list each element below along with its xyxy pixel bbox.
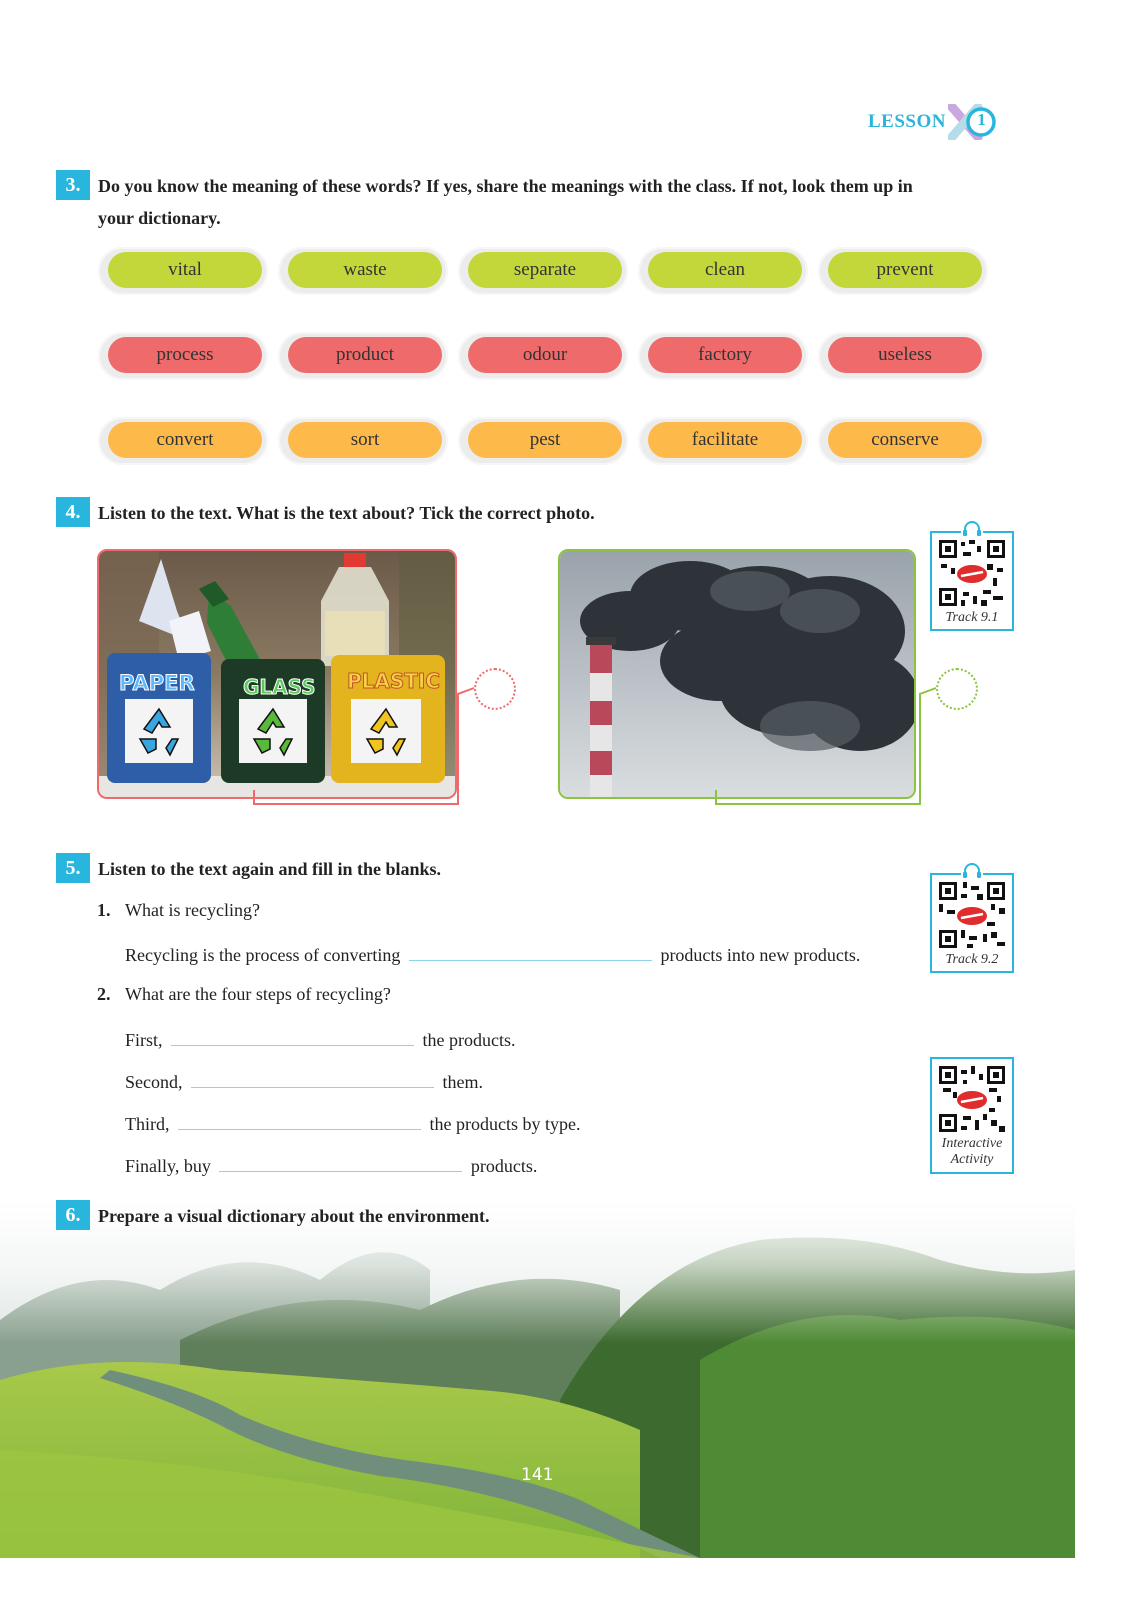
word-pill [818,332,988,380]
qr-code-icon [937,1064,1007,1134]
bin-label-plastic: PLASTIC [347,669,441,693]
blank-input-step-3[interactable] [178,1111,421,1130]
headphones-icon [961,521,983,537]
exercise-3-instruction-line1: Do you know the meaning of these words? If yes, share the meanings with the class. If not, look them up in [98,176,913,196]
word-pill [278,417,448,465]
word-pill [638,247,808,295]
qr-code-icon [937,538,1007,608]
step-2-after: them. [442,1072,483,1092]
lesson-label: LESSON [868,111,946,132]
lesson-number: 1 [977,110,986,129]
word-pill-text: sort [288,422,442,458]
step-3-before: Third, [125,1114,170,1134]
word-pill [98,332,268,380]
word-pill [458,247,628,295]
word-pill-text: factory [648,337,802,373]
answer-1 [125,942,860,966]
word-pill-text: odour [468,337,622,373]
bin-label-glass: GLASS [243,675,316,699]
tick-circle-photo-1[interactable] [474,668,516,710]
exercise-number-4: 4. [56,497,90,527]
question-2-text: What are the four steps of recycling? [125,984,391,1004]
word-pill [278,247,448,295]
exercise-number-5: 5. [56,853,90,883]
step-2 [125,1069,483,1093]
word-pill-text: waste [288,252,442,288]
exercise-3-instruction [98,170,998,234]
step-3-after: the products by type. [429,1114,581,1134]
word-pill [278,332,448,380]
exercise-number-6: 6. [56,1200,90,1230]
blank-input-1[interactable] [409,942,652,961]
word-pill [818,247,988,295]
blank-input-step-2[interactable] [191,1069,434,1088]
word-pill [638,332,808,380]
lesson-badge [948,104,998,140]
qr-interactive-activity[interactable] [930,1057,1014,1174]
exercise-number-3: 3. [56,170,90,200]
tick-connector-2 [712,684,942,809]
step-4-after: products. [470,1156,538,1176]
question-1-text: What is recycling? [125,900,260,920]
step-1 [125,1027,516,1051]
question-2 [97,984,391,1005]
word-pill-grid [98,247,998,472]
word-pill-text: conserve [828,422,982,458]
qr-track-9-1[interactable] [930,531,1014,631]
answer-1-before: Recycling is the process of converting [125,945,401,965]
qr-label: Interactive Activity [941,1136,1003,1167]
bin-label-paper: PAPER [119,671,195,695]
question-2-number: 2. [97,984,111,1004]
page-number: 141 [521,1465,554,1485]
word-pill [638,417,808,465]
lesson-header [868,104,998,140]
word-pill-text: convert [108,422,262,458]
word-pill-text: clean [648,252,802,288]
word-pill-text: pest [468,422,622,458]
question-1 [97,900,260,921]
landscape-background [0,1200,1075,1558]
qr-code-icon [937,880,1007,950]
word-pill [98,417,268,465]
answer-1-after: products into new products. [660,945,861,965]
step-1-before: First, [125,1030,163,1050]
word-pill-text: vital [108,252,262,288]
word-pill-text: separate [468,252,622,288]
qr-label: Track 9.2 [945,952,999,967]
step-4-before: Finally, buy [125,1156,211,1176]
step-3 [125,1111,580,1135]
qr-track-9-2[interactable] [930,873,1014,973]
word-pill [98,247,268,295]
blank-input-step-4[interactable] [219,1153,462,1172]
question-1-number: 1. [97,900,111,920]
step-1-after: the products. [422,1030,516,1050]
word-pill-text: product [288,337,442,373]
exercise-5-instruction: Listen to the text again and fill in the blanks. [98,859,442,879]
word-pill-text: facilitate [648,422,802,458]
step-4 [125,1153,537,1177]
exercise-3-instruction-line2: your dictionary. [98,208,221,228]
tick-circle-photo-2[interactable] [936,668,978,710]
word-pill [458,417,628,465]
word-pill-text: process [108,337,262,373]
word-pill-text: prevent [828,252,982,288]
tick-connector-1 [250,684,480,809]
qr-label: Track 9.1 [945,610,999,625]
exercise-6-instruction: Prepare a visual dictionary about the environment. [98,1206,490,1226]
word-pill [818,417,988,465]
step-2-before: Second, [125,1072,183,1092]
blank-input-step-1[interactable] [171,1027,414,1046]
word-pill [458,332,628,380]
exercise-4-instruction: Listen to the text. What is the text about? Tick the correct photo. [98,503,595,523]
headphones-icon [961,863,983,879]
word-pill-text: useless [828,337,982,373]
recycle-icon [132,705,186,759]
